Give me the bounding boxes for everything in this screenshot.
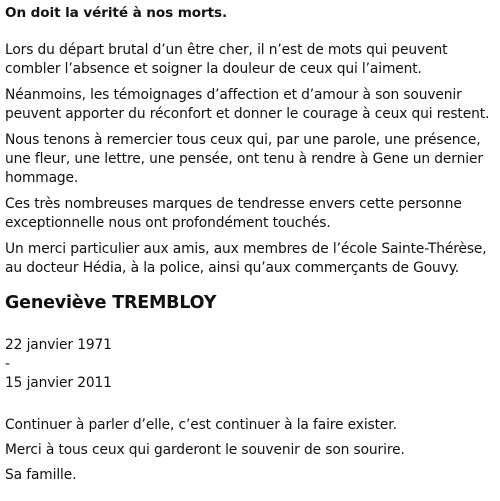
paragraph-testimonies: Néanmoins, les témoignages d’affection et d’amour à son souvenir peuvent apporter du réconfort et donner le courage à ceux qui restent. (5, 87, 490, 122)
death-date: 15 janvier 2011 (5, 375, 112, 391)
paragraph-special-thanks: Un merci particulier aux amis, aux membres de l’école Sainte-Thérèse, au docteur Hédia, à la police, ainsi qu’aux commerçants de Gouvy. (5, 241, 487, 276)
paragraph-condolence: Lors du départ brutal d’un être cher, il n’est de mots qui peuvent combler l’absence et soigner la douleur de ceux qui l’aiment. (5, 42, 448, 77)
paragraph-tenderness: Ces très nombreuses marques de tendresse envers cette personne exceptionnelle nous ont profondément touchés. (5, 196, 462, 231)
life-dates (5, 336, 494, 393)
closing-thanks: Merci à tous ceux qui garderont le souvenir de son sourire. (5, 442, 405, 458)
closing-quote: Continuer à parler d’elle, c’est continuer à la faire exister. (5, 417, 397, 433)
page-heading: On doit la vérité à nos morts. (5, 5, 228, 21)
closing-block (5, 416, 494, 485)
deceased-name: Geneviève TREMBLOY (5, 293, 217, 313)
birth-date: 22 janvier 1971 (5, 337, 112, 353)
paragraph-thanks: Nous tenons à remercier tous ceux qui, par une parole, une présence, une fleur, une lettre, une pensée, ont tenu à rendre à Gene un dernier hommage. (5, 132, 483, 186)
date-separator: - (5, 356, 10, 372)
signature-family: Sa famille. (5, 467, 77, 483)
